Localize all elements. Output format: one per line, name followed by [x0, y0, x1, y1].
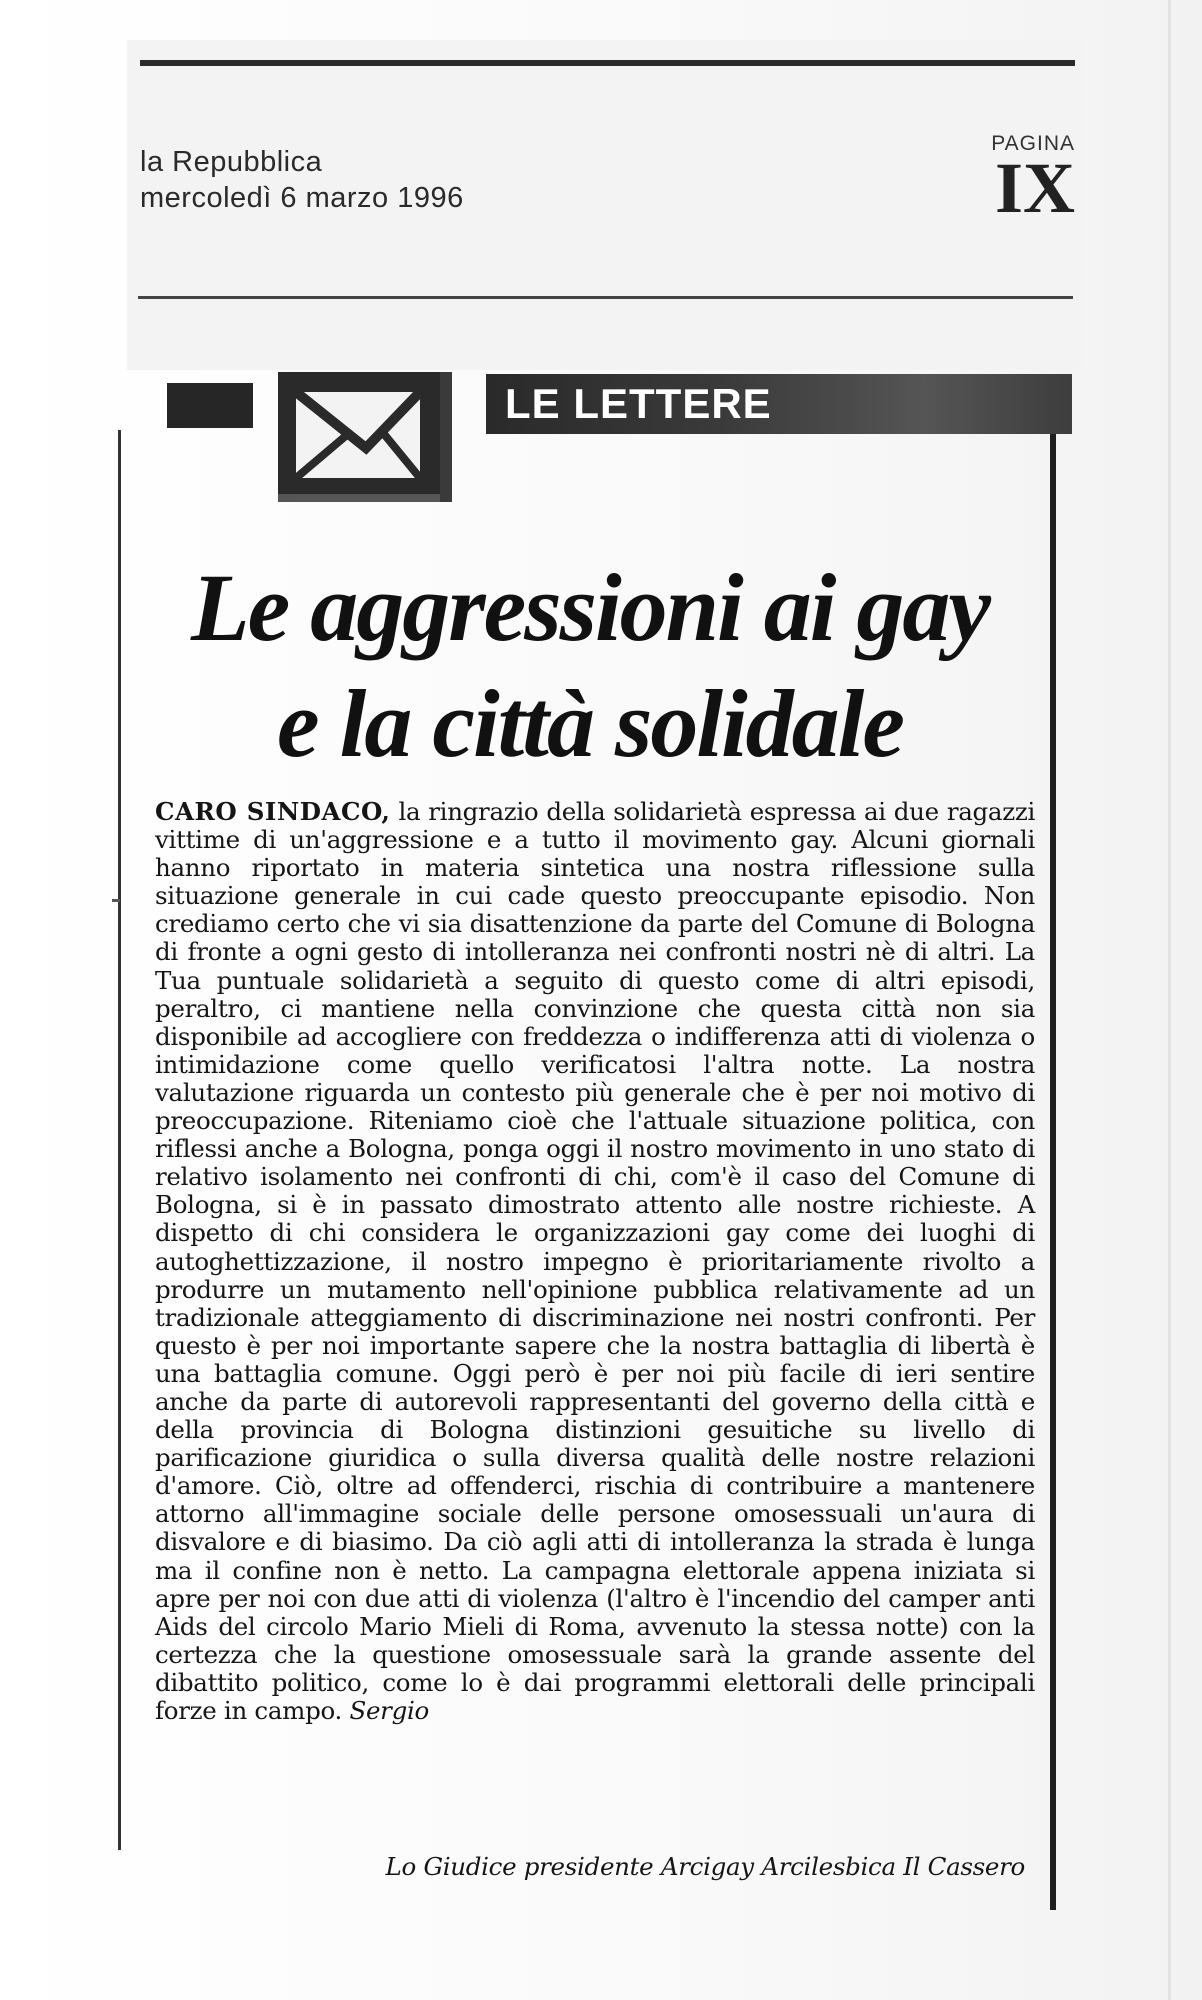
envelope-icon: [270, 370, 460, 510]
banner-block: [167, 383, 253, 428]
page-label: PAGINA: [991, 132, 1075, 155]
article-body-text: la ringrazio della solidarietà espressa ai due ragazzi vittime di un'aggressione e a tutto il movimento gay. Alcuni giornali hanno riportato in materia sintetica una nostra riflessione sulla situazione generale in cui cade questo preoccupante episodio. Non crediamo certo che vi sia disattenzione da parte del Comune di Bologna di fronte a ogni gesto di intolleranza nei confronti nostri nè di altri. La Tua puntuale solidarietà a seguito di questo come di altri episodi, peraltro, ci mantiene nella convinzione che questa città non sia disponibile ad accogliere con freddezza o indifferenza atti di violenza o intimidazione come quello verificatosi l'altra notte. La nostra valutazione riguarda un contesto più generale che è per noi motivo di preoccupazione. Riteniamo cioè che l'attuale situazione politica, con riflessi anche a Bologna, ponga oggi il nostro movimento in uno stato di relativo isolamento nei confronti di chi, com'è il caso del Comune di Bologna, si è in passato dimostrato attento alle nostre richieste. A dispetto di chi considera le organizzazioni gay come dei luoghi di autoghettizzazione, il nostro impegno è prioritariamente rivolto a produrre un mutamento nell'opinione pubblica relativamente ad un tradizionale atteggiamento di discriminazione nei nostri confronti. Per questo è per noi importante sapere che la nostra battaglia di libertà è una battaglia comune. Oggi però è per noi più facile di ieri sentire anche da parte di autorevoli rappresentanti del governo della città e della provincia di Bologna distinzioni gesuitiche su livello di parificazione giuridica o sulla diversa qualità delle nostre relazioni d'amore. Ciò, oltre ad offenderci, rischia di contribuire a mantenere attorno all'immagine sociale delle persone omosessuali un'aura di disvalore e di biasimo. Da ciò agli atti di intolleranza la strada è lunga ma il confine non è netto. La campagna elettorale appena iniziata si apre per noi con due atti di violenza (l'altro è l'incendio del camper anti Aids del circolo Mario Mieli di Roma, avvenuto la stessa notte) con la certezza che la questione omosessuale sarà la grande assente del dibattito politico, come lo è dai programmi elettorali delle principali forze in campo.: [155, 797, 1035, 1725]
headline-line-2: e la città solidale: [277, 670, 903, 777]
section-title: LE LETTERE: [505, 380, 772, 427]
article-frame-right: [1050, 430, 1056, 1910]
article-headline: [140, 550, 1040, 782]
publication-date: mercoledì 6 marzo 1996: [140, 182, 464, 214]
publication-name: la Repubblica: [140, 146, 323, 178]
article-frame-left: [118, 430, 121, 1850]
margin-mark: [112, 899, 120, 902]
header-top-rule: [140, 60, 1075, 66]
article-lead: CARO SINDACO,: [155, 797, 391, 826]
signature-first: Sergio: [349, 1696, 429, 1725]
header-bottom-rule: [138, 296, 1073, 299]
article-body: [155, 798, 1035, 1725]
headline-line-1: Le aggressioni ai gay: [191, 554, 989, 661]
page-number: IX: [994, 148, 1075, 228]
scan-edge: [1168, 0, 1171, 2000]
article-signature: Lo Giudice presidente Arcigay Arcilesbica Il Cassero: [385, 1852, 1025, 1881]
